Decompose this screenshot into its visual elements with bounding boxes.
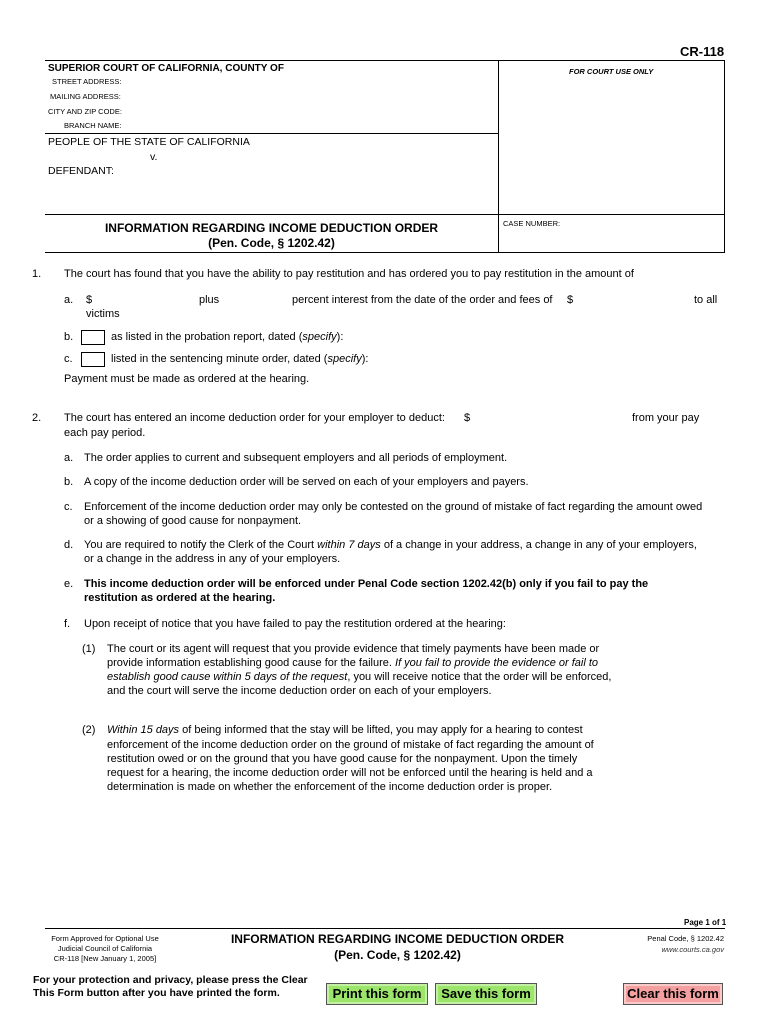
item2f-label: f.	[64, 618, 71, 630]
item2f2-line4: request for a hearing, the income deduction order will not be enforced until the hearing is held and a	[107, 767, 593, 779]
form-title: INFORMATION REGARDING INCOME DEDUCTION ORDER	[104, 221, 439, 235]
form-id: CR-118	[680, 44, 725, 59]
defendant-label: DEFENDANT:	[48, 165, 114, 177]
item2-each-period: each pay period.	[64, 427, 146, 439]
save-form-button[interactable]: Save this form	[435, 983, 537, 1005]
item2f1-line3: establish good cause within 5 days of the request, you will receive notice that the order will be enforced,	[107, 671, 612, 683]
caption-bottom-border	[45, 252, 725, 253]
caption-line-title	[45, 214, 725, 215]
court-use-only-label: FOR COURT USE ONLY	[569, 67, 654, 76]
caption-right-border	[724, 60, 725, 252]
item1a-percent-text: percent interest from the date of the order and fees of	[292, 294, 553, 306]
print-form-button[interactable]: Print this form	[326, 983, 428, 1005]
penal-code-ref: Penal Code, § 1202.42	[647, 934, 724, 943]
footer-title: INFORMATION REGARDING INCOME DEDUCTION ORDER	[230, 932, 565, 946]
item2e-label: e.	[64, 578, 74, 590]
item1-number: 1.	[32, 268, 42, 280]
item2d-line1: You are required to notify the Clerk of the Court within 7 days of a change in your address, a change in any of your employers,	[84, 539, 697, 551]
caption-top-border	[45, 60, 725, 61]
item2c-label: c.	[64, 501, 73, 513]
item1a-victims: victims	[86, 308, 120, 320]
item1a-dollar: $	[86, 294, 93, 306]
item2c-line2: or a showing of good cause for nonpayment.	[84, 515, 302, 527]
item2f2-label: (2)	[82, 724, 96, 736]
item2f2-line3: restitution owed or on the ground that you have good cause for the nonpayment. Upon the timely	[107, 753, 578, 765]
item2-text: The court has entered an income deduction order for your employer to deduct:	[64, 412, 445, 424]
item2f1-line4: and the court will serve the income deduction order on each of your employers.	[107, 685, 492, 697]
item1b-label: b.	[64, 331, 74, 343]
item1a-to-all: to all	[694, 294, 718, 306]
item2e-line2: restitution as ordered at the hearing.	[84, 592, 276, 604]
form-subtitle: (Pen. Code, § 1202.42)	[208, 236, 335, 250]
item1c-label: c.	[64, 353, 73, 365]
caption-line-court	[45, 133, 498, 134]
courts-website[interactable]: www.courts.ca.gov	[661, 945, 724, 954]
item1a-plus: plus	[199, 294, 220, 306]
footer-rule	[45, 928, 725, 929]
item1c-text: listed in the sentencing minute order, dated (specify):	[111, 353, 369, 365]
clear-form-button[interactable]: Clear this form	[623, 983, 723, 1005]
item2-dollar: $	[464, 412, 471, 424]
privacy-note: For your protection and privacy, please press the Clear This Form button after you have printed the form.	[33, 974, 308, 999]
item1c-checkbox[interactable]	[81, 352, 105, 367]
item2-from-pay: from your pay	[632, 412, 700, 424]
item1-text: The court has found that you have the ability to pay restitution and has ordered you to pay restitution in the amount of	[64, 268, 634, 280]
item2c-line1: Enforcement of the income deduction order may only be contested on the ground of mistake of fact regarding the amount owed	[84, 501, 703, 513]
item1-payment-note: Payment must be made as ordered at the hearing.	[64, 373, 310, 385]
form-approved: Form Approved for Optional Use Judicial Council of California CR-118 [New January 1, 2005]	[51, 934, 159, 963]
page-number: Page 1 of 1	[684, 918, 727, 927]
item1a-dollar2: $	[567, 294, 574, 306]
item2d-label: d.	[64, 539, 74, 551]
item2f1-line1: The court or its agent will request that you provide evidence that timely payments have been made or	[107, 643, 600, 655]
item1a-label: a.	[64, 294, 74, 306]
item2f2-line5: determination is made on whether the enforcement of the income deduction order is proper.	[107, 781, 553, 793]
item2a-label: a.	[64, 452, 74, 464]
item1b-checkbox[interactable]	[81, 330, 105, 345]
item2f1-line2: provide information establishing good cause for the failure. If you fail to provide the evidence or fail to	[107, 657, 599, 669]
item2b-text: A copy of the income deduction order will be served on each of your employers and payers.	[84, 476, 529, 488]
street-address-label: STREET ADDRESS:	[52, 77, 122, 86]
item2e-line1: This income deduction order will be enforced under Penal Code section 1202.42(b) only if you fail to pay the	[84, 578, 649, 590]
court-title: SUPERIOR COURT OF CALIFORNIA, COUNTY OF	[48, 63, 284, 74]
item2d-line2: or a change in the address in any of your employers.	[84, 553, 341, 565]
footer-subtitle: (Pen. Code, § 1202.42)	[334, 948, 461, 962]
city-zip-label: CITY AND ZIP CODE:	[48, 107, 122, 116]
item2f-text: Upon receipt of notice that you have failed to pay the restitution ordered at the hearing:	[84, 618, 506, 630]
item2a-text: The order applies to current and subsequent employers and all periods of employment.	[84, 452, 508, 464]
item1b-text: as listed in the probation report, dated (specify):	[111, 331, 344, 343]
item2f2-line2: enforcement of the income deduction order on the ground of mistake of fact regarding the amount of	[107, 739, 594, 751]
item2f2-line1: Within 15 days of being informed that the stay will be lifted, you may apply for a hearing to contest	[107, 724, 583, 736]
caption-divider	[498, 60, 499, 252]
item2b-label: b.	[64, 476, 74, 488]
branch-name-label: BRANCH NAME:	[64, 121, 122, 130]
people-label: PEOPLE OF THE STATE OF CALIFORNIA	[48, 136, 250, 148]
versus-label: v.	[150, 151, 158, 163]
item2f1-label: (1)	[82, 643, 96, 655]
item2-number: 2.	[32, 412, 42, 424]
mailing-address-label: MAILING ADDRESS:	[50, 92, 121, 101]
case-number-label: CASE NUMBER:	[503, 219, 561, 228]
